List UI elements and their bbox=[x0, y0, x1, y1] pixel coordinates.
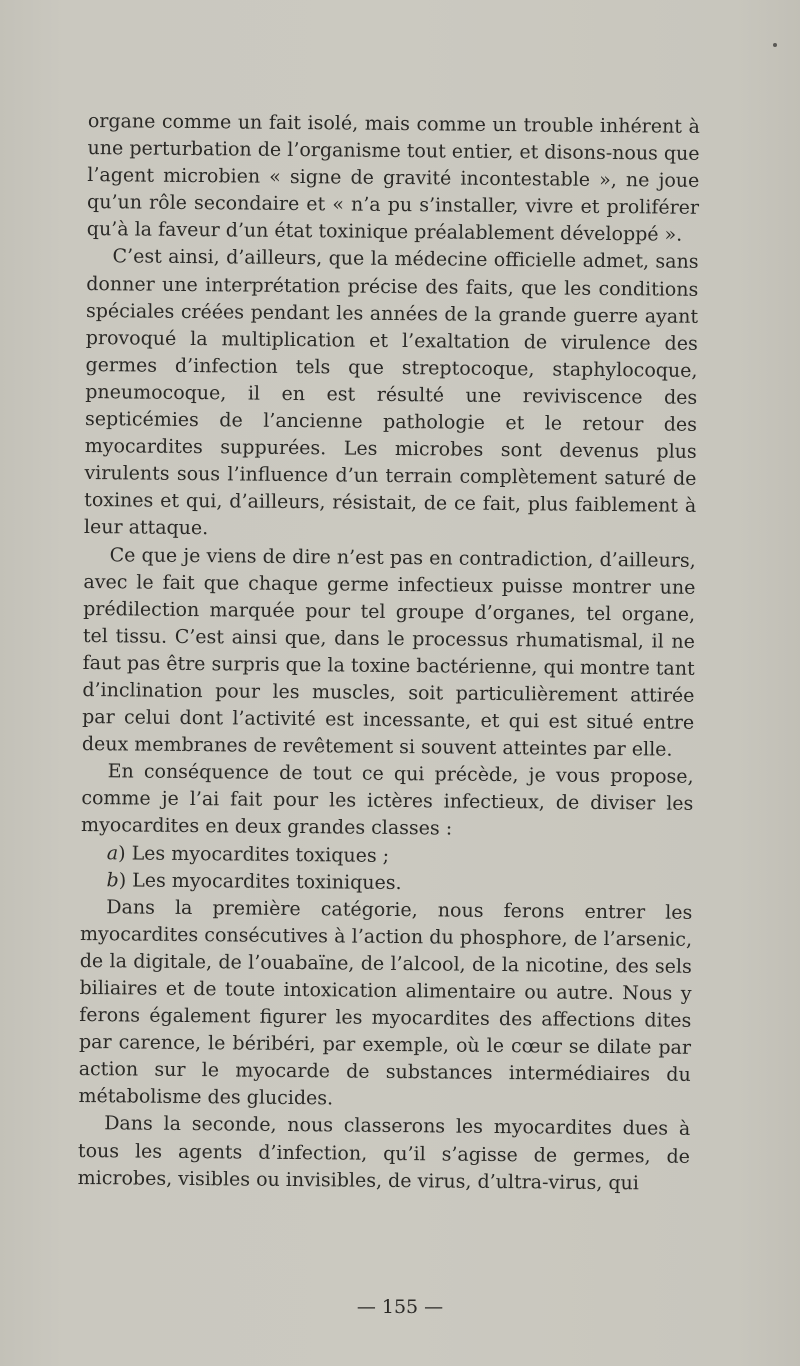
list-item-text: ) Les myocardites toxiniques. bbox=[118, 868, 402, 894]
list-marker: b bbox=[106, 868, 119, 891]
paper-speck bbox=[773, 43, 777, 47]
body-text bbox=[78, 108, 700, 1198]
paragraph: Dans la première catégorie, nous ferons entrer les myocardites consécutives à l’action du phosphore, de l’arsenic, de la digitale, de l’ouabaïne, de l’alcool, de la nicotine, des sels biliaires et de toute intoxication alimentaire ou autre. Nous y ferons également figurer les myocardites des affections dites par carence, le béribéri, par exemple, où le cœur se dilate par action sur le myocarde de substances intermédiaires du métabolisme des glucides. bbox=[78, 895, 693, 1110]
list-marker: a bbox=[106, 841, 119, 864]
paragraph: En conséquence de tout ce qui précède, je vous propose, comme je l’ai fait pour les ictères infectieux, de diviser les myocardites en deux grandes classes : bbox=[81, 760, 694, 840]
list-item-text: ) Les myocardites toxiques ; bbox=[118, 841, 390, 867]
paragraph: Dans la seconde, nous classerons les myocardites dues à tous les agents d’infection, qu’il s’agisse de germes, de microbes, visibles ou invisibles, de virus, d’ultra-virus, qui bbox=[77, 1112, 691, 1194]
page-number: — 155 — bbox=[356, 1296, 444, 1318]
paragraph: Ce que je viens de dire n’est pas en contradiction, d’ailleurs, avec le fait que chaque germe infectieux puisse montrer une prédilection marquée pour tel groupe d’organes, tel organe, tel tissu. C’est ainsi que, dans le processus rhumatismal, il ne faut pas être surpris que la toxine bactérienne, qui montre tant d’inclination pour les muscles, soit particulièrement attirée par celui dont l’activité est incessante, et qui est situé entre deux membranes de revêtement si souvent atteintes par elle. bbox=[81, 543, 696, 761]
paragraph: organe comme un fait isolé, mais comme un trouble inhérent à une perturbation de l’organisme tout entier, et disons-nous que l’agent microbien « signe de gravité incontestable », ne joue qu’un rôle secondaire et « n’a pu s’installer, vivre et proliférer qu’à la faveur d’un état toxinique préalablement développé ». bbox=[86, 109, 700, 247]
paragraph: C’est ainsi, d’ailleurs, que la médecine officielle admet, sans donner une interprétation précise des faits, que les conditions spéciales créées pendant les années de la grande guerre ayant provoqué la multiplication et l’exaltation de virulence des germes d’infection tels que streptocoque, staphylocoque, pneumocoque, il en est résulté une reviviscence des septicémies de l’ancienne pathologie et le retour des myocardites suppurées. Les microbes sont devenus plus virulents sous l’influence d’un terrain complètement saturé de toxines et qui, d’ailleurs, résistait, de ce fait, plus faiblement à leur attaque. bbox=[83, 245, 699, 540]
